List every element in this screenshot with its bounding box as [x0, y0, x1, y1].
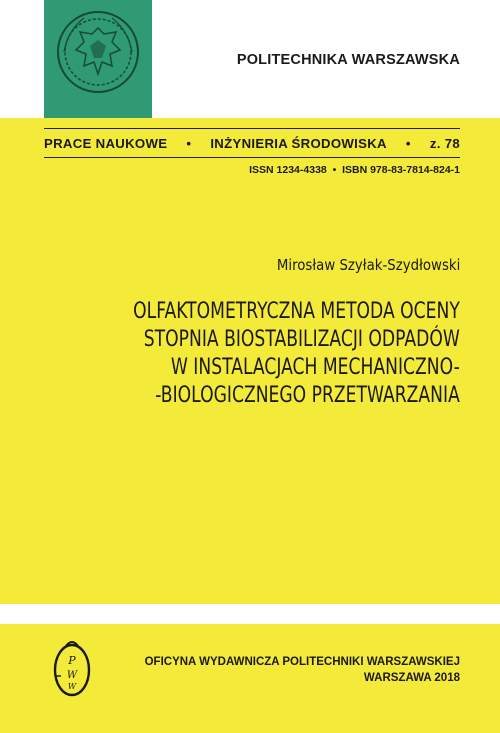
series-top-rule	[44, 128, 460, 129]
author-name: Mirosław Szyłak-Szydłowski	[276, 256, 460, 274]
svg-text:W: W	[66, 670, 78, 681]
series-discipline: INŻYNIERIA ŚRODOWISKA	[210, 136, 387, 151]
svg-text:W: W	[67, 682, 77, 691]
book-title	[133, 298, 460, 410]
svg-text:P: P	[68, 654, 76, 667]
series-separator: •	[186, 136, 192, 151]
series-bottom-rule	[44, 157, 460, 158]
series-number: z. 78	[429, 136, 460, 151]
title-line: W INSTALACJACH MECHANICZNO-	[171, 355, 460, 380]
title-line: OLFAKTOMETRYCZNA METODA OCENY	[133, 299, 460, 324]
eagle-crest-emblem-icon	[44, 0, 152, 118]
series-separator: •	[405, 136, 411, 151]
footer-band	[0, 604, 500, 624]
title-line: -BIOLOGICZNEGO PRZETWARZANIA	[155, 383, 460, 408]
series-line	[44, 136, 460, 151]
owpw-logo-icon	[50, 636, 94, 700]
university-name: POLITECHNIKA WARSZAWSKA	[236, 52, 460, 68]
publisher-name: OFICYNA WYDAWNICZA POLITECHNIKI WARSZAWSKIEJ	[144, 656, 460, 668]
publisher-block	[145, 654, 460, 686]
issn-isbn: ISSN 1234-4338 • ISBN 978-83-7814-824-1	[249, 164, 460, 176]
title-line: STOPNIA BIOSTABILIZACJI ODPADÓW	[143, 327, 460, 352]
university-emblem	[44, 0, 152, 118]
publisher-city-year: WARSZAWA 2018	[363, 672, 460, 684]
series-name: PRACE NAUKOWE	[44, 136, 168, 151]
